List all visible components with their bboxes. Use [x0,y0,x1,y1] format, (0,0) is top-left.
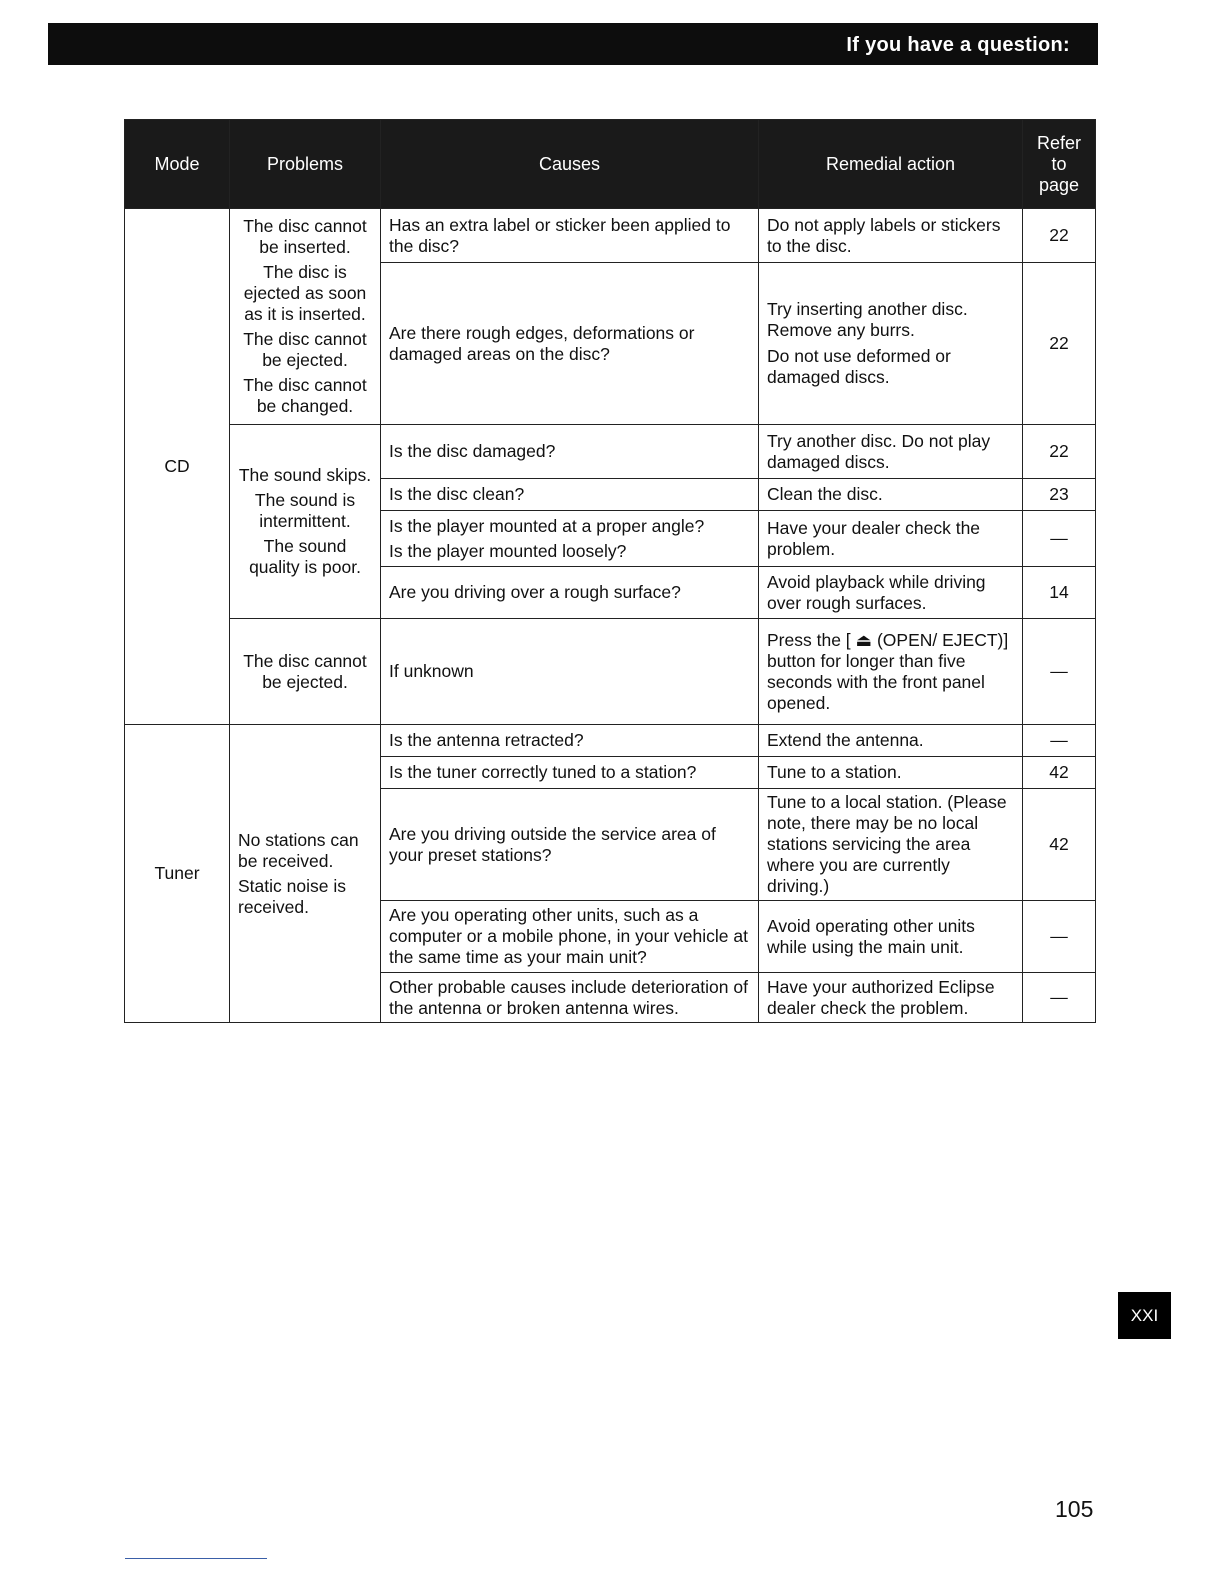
page-ref: 42 [1023,789,1096,901]
cause-cell: Are you driving over a rough surface? [381,567,759,619]
page-ref: 42 [1023,757,1096,789]
col-header-problems: Problems [230,120,381,209]
mode-tuner: Tuner [125,725,230,1023]
remedy-cell [759,619,1023,725]
section-tab: XXI [1118,1292,1171,1339]
page-ref: — [1023,973,1096,1023]
remedy-text: Do not use deformed or damaged discs. [767,346,951,387]
refer-line1: Refer [1036,132,1081,153]
col-header-refer [1023,120,1096,209]
remedy-text: Try inserting another disc. Remove any burrs. [767,299,968,340]
problem-text: Static noise is received. [238,875,346,917]
table-row [125,619,1096,725]
table-row [125,425,1096,479]
remedy-cell: Clean the disc. [759,479,1023,511]
page-ref: 14 [1023,567,1096,619]
problem-text: The sound skips. [238,465,372,485]
problem-text: The disc cannot be ejected. [243,650,367,692]
problem-group-disc [230,209,381,425]
page-ref: — [1023,725,1096,757]
remedy-cell: Tune to a local station. (Please note, there may be no local stations servicing the area where you are currently driving.) [759,789,1023,901]
problem-text: The sound is intermittent. [254,490,356,531]
cause-cell: Is the antenna retracted? [381,725,759,757]
troubleshooting-table [124,119,1096,1023]
refer-line2: to [1051,153,1067,174]
problem-text: The disc cannot be inserted. [243,216,367,257]
cause-text: Is the player mounted loosely? [389,540,627,561]
problem-group-tuner [230,725,381,1023]
remedy-text: (OPEN/ EJECT)] button for longer than five seconds with the front panel opened. [767,629,1009,713]
problem-text: The disc cannot be changed. [243,375,367,416]
page-ref: — [1023,619,1096,725]
table-row [125,725,1096,757]
remedy-cell: Tune to a station. [759,757,1023,789]
header-banner [48,23,1098,65]
cause-cell: Is the disc damaged? [381,425,759,479]
footer-divider [125,1558,267,1559]
cause-cell: Are there rough edges, deformations or damaged areas on the disc? [381,263,759,425]
page-ref: 22 [1023,263,1096,425]
problem-text: The disc is ejected as soon as it is inserted. [243,262,367,324]
page-ref: 22 [1023,209,1096,263]
problem-text: No stations can be received. [238,829,359,871]
cause-cell: Are you operating other units, such as a computer or a mobile phone, in your vehicle at the same time as your main unit? [381,901,759,973]
table-header-row [125,120,1096,209]
page-ref: 22 [1023,425,1096,479]
cause-text: Is the player mounted at a proper angle? [389,515,705,536]
col-header-causes: Causes [381,120,759,209]
remedy-cell: Try another disc. Do not play damaged discs. [759,425,1023,479]
cause-cell: Other probable causes include deterioration of the antenna or broken antenna wires. [381,973,759,1023]
page-title: If you have a question: [846,34,1070,56]
mode-cd: CD [125,209,230,725]
cause-cell: Is the tuner correctly tuned to a station? [381,757,759,789]
cause-cell: Is the disc clean? [381,479,759,511]
remedy-cell: Extend the antenna. [759,725,1023,757]
refer-line3: page [1038,174,1080,195]
cause-cell [381,511,759,567]
page-ref: — [1023,901,1096,973]
problem-text: The disc cannot be ejected. [243,329,367,370]
problem-group-sound [230,425,381,619]
remedy-cell: Avoid playback while driving over rough surfaces. [759,567,1023,619]
page-ref: 23 [1023,479,1096,511]
page-ref: — [1023,511,1096,567]
remedy-cell: Do not apply labels or stickers to the disc. [759,209,1023,263]
remedy-cell: Have your authorized Eclipse dealer check the problem. [759,973,1023,1023]
problem-text: The sound quality is poor. [249,536,361,577]
remedy-text: Press the [ [767,629,851,650]
remedy-cell: Have your dealer check the problem. [759,511,1023,567]
col-header-remedy: Remedial action [759,120,1023,209]
page-number: 105 [1055,1496,1094,1522]
col-header-mode: Mode [125,120,230,209]
eject-icon: ⏏ [855,629,873,650]
problem-group-eject [230,619,381,725]
cause-cell: If unknown [381,619,759,725]
cause-cell: Are you driving outside the service area of your preset stations? [381,789,759,901]
cause-cell: Has an extra label or sticker been applied to the disc? [381,209,759,263]
remedy-cell [759,263,1023,425]
table-row [125,209,1096,263]
remedy-cell: Avoid operating other units while using the main unit. [759,901,1023,973]
